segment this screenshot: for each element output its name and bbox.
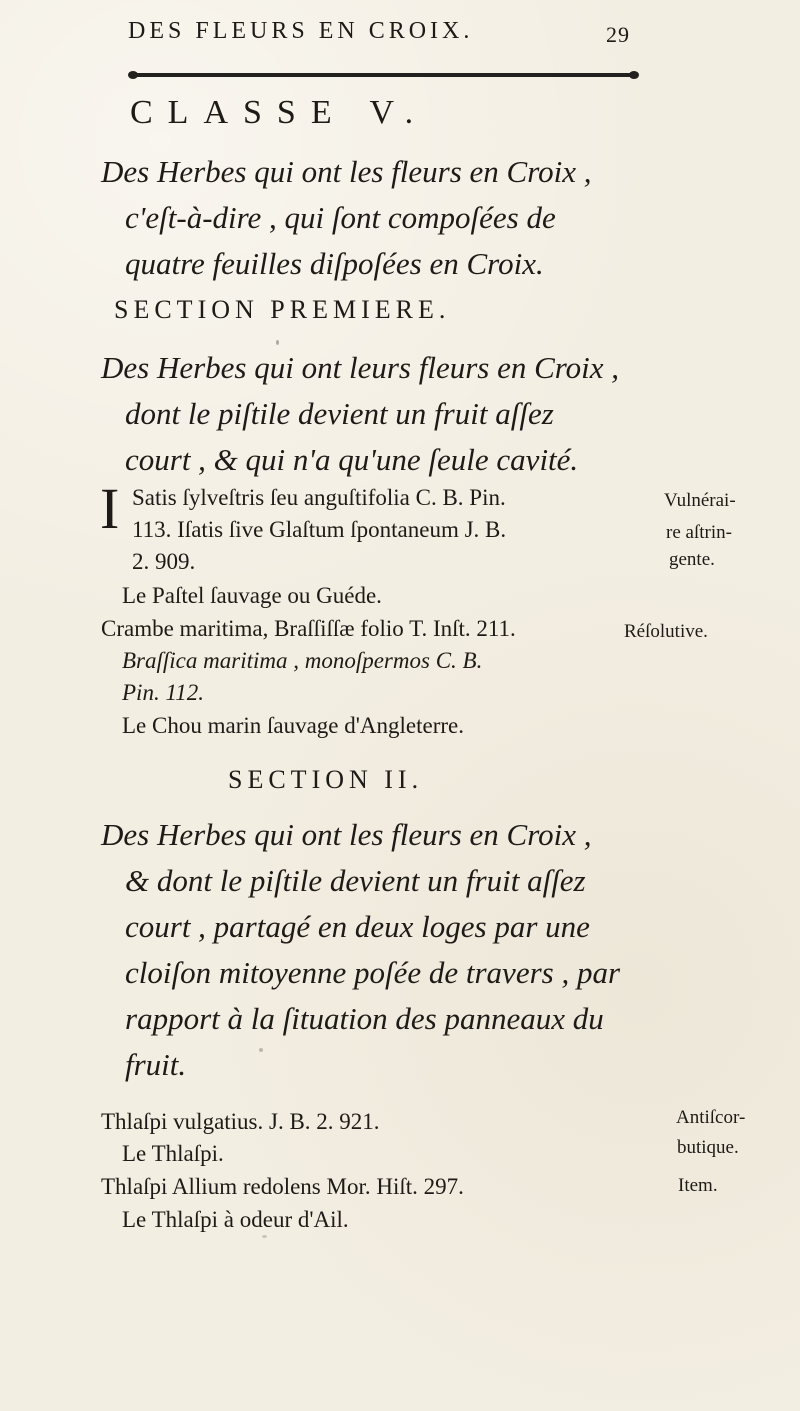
entry-line: Le Chou marin ſauvage d'Angleterre. <box>122 713 464 738</box>
margin-note: Réſolutive. <box>624 621 708 642</box>
class-heading-line-1: Des Herbes qui ont les fleurs en Croix , <box>101 154 592 189</box>
running-title: DES FLEURS EN CROIX. <box>128 18 474 44</box>
entry-line: Pin. 112. <box>122 680 204 705</box>
margin-note: butique. <box>677 1137 739 1158</box>
entry-line: Braſſica maritima , monoſpermos C. B. <box>122 648 483 673</box>
section-2-title: SECTION II. <box>228 765 424 794</box>
entry-line: 113. Iſatis ſive Glaſtum ſpontaneum J. B. <box>132 517 507 542</box>
margin-note: gente. <box>669 549 715 570</box>
section-2-heading-line-3: court , partagé en deux loges par une <box>125 909 590 944</box>
page-number: 29 <box>606 22 630 47</box>
paper-speck <box>276 340 279 345</box>
margin-note: Vulnérai- <box>664 490 736 511</box>
class-title: CLASSE V. <box>130 94 429 131</box>
entry-line: Le Paſtel ſauvage ou Guéde. <box>122 583 382 608</box>
drop-initial: I <box>100 476 120 541</box>
margin-note: Antiſcor- <box>676 1107 746 1128</box>
entry-line: 2. 909. <box>132 549 196 574</box>
section-2-heading-line-2: & dont le piſtile devient un fruit aſſez <box>125 863 586 898</box>
section-1-heading-line-3: court , & qui n'a qu'une ſeule cavité. <box>125 442 579 477</box>
entry-line: Le Thlaſpi à odeur d'Ail. <box>122 1207 349 1232</box>
section-2-heading-line-5: rapport à la ſituation des panneaux du <box>125 1001 604 1036</box>
section-2-heading-line-1: Des Herbes qui ont les fleurs en Croix , <box>101 817 592 852</box>
paper-speck <box>259 1048 263 1052</box>
margin-note: re aſtrin- <box>666 522 732 543</box>
paper-speck <box>262 1235 267 1238</box>
class-heading-line-3: quatre feuilles diſpoſées en Croix. <box>125 246 544 281</box>
entry-line: Thlaſpi vulgatius. J. B. 2. 921. <box>101 1109 380 1134</box>
section-1-title: SECTION PREMIERE. <box>114 295 451 324</box>
entry-line: Le Thlaſpi. <box>122 1141 224 1166</box>
entry-line: Thlaſpi Allium redolens Mor. Hiſt. 297. <box>101 1174 464 1199</box>
section-1-heading-line-1: Des Herbes qui ont leurs fleurs en Croix , <box>101 350 620 385</box>
margin-note: Item. <box>678 1175 718 1196</box>
entry-line: Satis ſylveſtris ſeu anguſtifolia C. B. Pin. <box>132 485 506 510</box>
entry-line: Crambe maritima, Braſſiſſæ folio T. Inſt. 211. <box>101 616 516 641</box>
section-1-heading-line-2: dont le piſtile devient un fruit aſſez <box>125 396 554 431</box>
class-heading-line-2: c'eſt-à-dire , qui ſont compoſées de <box>125 200 556 235</box>
section-2-heading-line-6: fruit. <box>125 1047 187 1082</box>
section-2-heading-line-4: cloiſon mitoyenne poſée de travers , par <box>125 955 621 990</box>
